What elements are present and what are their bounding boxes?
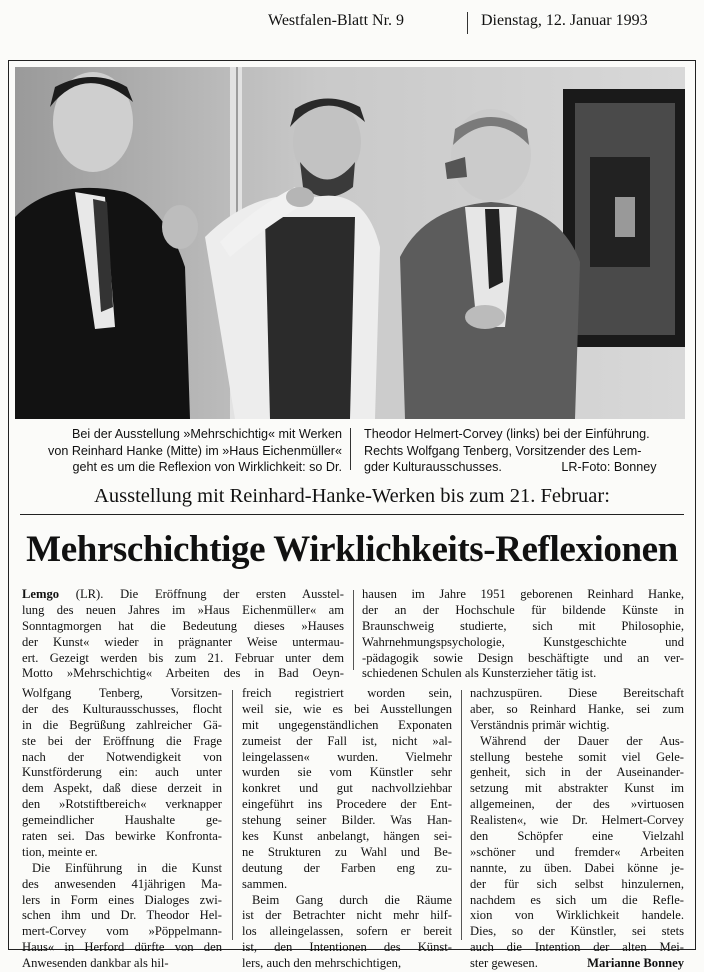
text-line: konkret und gut nachvollziehbar [242,781,452,796]
text-line: Dies, so der Künstler, sei stets [470,924,684,939]
text-line: zumeist der Fall ist, nicht »al- [242,733,452,748]
text-line: kes Kunst anbelangt, hängen sei- [242,829,452,844]
body-column-3 [470,686,684,972]
text-line: der Kunst« wieder in prägnanter Weise untermau- [22,634,344,649]
column-rule [461,690,462,940]
text-line: Anwesenden dankbar als hil- [22,956,169,971]
text-line: leingelassen« wurden. Vielmehr [242,749,452,764]
text-line: den Schöpfer eine Vielzahl [470,829,684,844]
text-line: Beim Gang durch die Räume [252,892,452,907]
text-line: stellung bestehe somit viel Gele- [470,749,684,764]
article-photo [15,67,685,419]
article-kicker: Ausstellung mit Reinhard-Hanke-Werken bis zum 21. Februar: [94,485,610,507]
text-line: Wahrnehmungspsychologie, Kunstgeschichte und [362,634,684,649]
text-line: lers in Form eines Dialoges zwi- [22,892,222,907]
text-line: Die Einführung in die Kunst [32,860,222,875]
text-line: ster gewesen. Marianne Bonney [470,956,684,971]
text-line: freich registriert worden sein, [242,686,452,700]
text-line: tion, meinte er. [22,844,98,859]
text-line: gemeindlicher Haushalte ge- [22,813,222,828]
text-line: xion von Wirklichkeit handele. [470,908,684,923]
text-line: Haus« in Herford dürfte von den [22,940,222,955]
text-line: nach der Notwendigkeit von [22,749,222,764]
masthead-separator [467,12,468,34]
caption-line: Theodor Helmert-Corvey (links) bei der Einführung. [364,427,650,441]
caption-line: gder Kulturausschusses. LR-Foto: Bonney [364,460,657,474]
text-line: Kunstförderung ein: auch unter [22,765,222,780]
body-column-1 [22,686,222,972]
text-line: raten sei. Das bewirke Konfronta- [22,829,222,844]
column-rule [353,590,354,670]
lead-paragraph-left [22,587,344,682]
article-headline: Mehrschichtige Wirklichkeits-Reflexionen [26,529,678,570]
text-line: sammen. [242,876,288,891]
text-line: mit ungegenständlichen Exponaten [242,717,452,732]
text-line: genheit, sich in der Auseinander- [470,765,684,780]
text-line: in die Begrüßung zahlreicher Gä- [22,717,222,732]
masthead-paper-name: Westfalen-Blatt Nr. 9 [268,12,405,29]
photo-caption-right [364,426,684,476]
caption-line: geht es um die Reflexion von Wirklichkeit: so Dr. [72,460,342,474]
text-line: wurden sie vom Künstler sehr [242,765,452,780]
text-line: schiedenen Schulen als Kunsterzieher tätig ist. [362,666,597,681]
text-line: Realisten«, wie Dr. Helmert-Corvey [470,813,684,828]
text-line: ste bei der Eröffnung die Frage [22,733,222,748]
text-line: dem Aspekt, daß diese derzeit in [22,781,222,796]
text-line: ne Strukturen zu Wahl und Be- [242,844,452,859]
text-line: Motto »Mehrschichtig« Arbeiten des in Bad Oeyn- [22,666,344,681]
text-line: hausen im Jahre 1951 geborenen Reinhard Hanke, [362,587,684,601]
text-line: ert. Gezeigt werden bis zum 21. Februar unter dem [22,650,344,665]
text-line: den »Rotstiftbereich« verknapper [22,797,222,812]
text-line: Braunschweig studierte, sich mit Philosophie, [362,618,684,633]
photo-of-three-men-icon [15,67,685,419]
text-line: eingeführt ins Procedere der Ent- [242,797,452,812]
text-line: lung des neuen Jahres im »Haus Eichenmüller« am [22,602,344,617]
text-line: Wolfgang Tenberg, Vorsitzen- [22,686,222,700]
text-line: -pädagogik sowie Design beschäftigte und an ver- [362,650,684,665]
text-line: »schöner und fremder« Arbeiten [470,844,684,859]
text-line: mert-Corvey vom »Pöppelmann- [22,924,222,939]
text-line: deutung der Farben eng zu- [242,860,452,875]
text-line: nachzuspüren. Diese Bereitschaft [470,686,684,700]
text-line: Während der Dauer der Aus- [480,733,684,748]
text-line: Verständnis primär wichtig. [470,717,610,732]
text-line: der für sich selbst hinzulernen, [470,876,684,891]
text-line: schen ihm und Dr. Theodor Hel- [22,908,222,923]
text-line: weil sie, wie es bei Ausstellungen [242,701,452,716]
caption-line: Rechts Wolfgang Tenberg, Vorsitzender des Lem- [364,443,642,458]
dateline-place: Lemgo [22,587,60,601]
text-line: der des Kulturausschusses, flocht [22,701,222,716]
text-line: ist, den Intentionen des Künst- [242,940,452,955]
text-line: allgemeinen, der des »virtuosen [470,797,684,812]
text-line: auch die Intention der alten Mei- [470,940,684,955]
text-line: des anwesenden 41jährigen Ma- [22,876,222,891]
text-line: stehung seiner Bilder. Was Han- [242,813,452,828]
masthead-date: Dienstag, 12. Januar 1993 [481,12,648,29]
photo-caption-left [32,426,342,476]
text-line: aber, so Reinhard Hanke, sei zum [470,701,684,716]
text-line: los alleingelassen, sofern er bereit [242,924,452,939]
text-line: Lemgo (LR). Die Eröffnung der ersten Ausstel- [22,587,344,601]
text-line: lers, auch den mehrschichtigen, [242,956,402,971]
author-byline: Marianne Bonney [587,956,684,971]
kicker-rule [20,514,684,515]
text-line: nannte, zu üben. Dabei könne je- [470,860,684,875]
caption-separator [350,428,351,470]
caption-line: von Reinhard Hanke (Mitte) im »Haus Eichenmüller« [48,443,342,458]
text-line: Sonntagmorgen hat die Bedeutung dieses »Hauses [22,618,344,633]
caption-line: Bei der Ausstellung »Mehrschichtig« mit Werken [72,427,342,441]
lead-paragraph-right [362,587,684,682]
text-line: setzung mit abstrakter Kunst im [470,781,684,796]
text-line: nachdem es sich um die Refle- [470,892,684,907]
column-rule [232,690,233,940]
text-line: der an der Hochschule für bildende Künste in [362,602,684,617]
text-line: ist der Betrachter nicht mehr hilf- [242,908,452,923]
body-column-2 [242,686,452,972]
